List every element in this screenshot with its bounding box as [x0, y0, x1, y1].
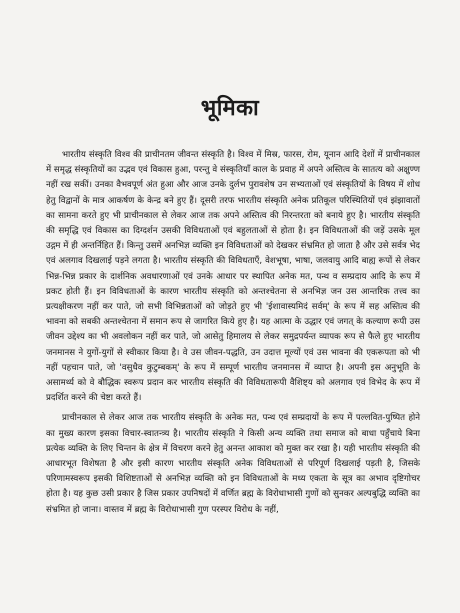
page-title: भूमिका: [200, 96, 260, 121]
body-text: [46, 148, 420, 518]
paragraph-1: भारतीय संस्कृति विश्व की प्राचीनतम जीवन्त संस्कृति है। विश्व में मिस्र, फारस, रोम, यूनान आदि देशों में प्राचीनकाल में समृद्ध संस्कृतियों का उद्भव एवं विकास हुआ, परन्तु वे संस्कृतियाँ काल के प्रवाह में अपने अस्तित्व के सातत्य को अक्षुण्ण नहीं रख सकीं। उनका वैभवपूर्ण अंत हुआ और आज उनके दुर्लभ पुरावशेष उन सभ्यताओं एवं संस्कृतियों के विषय में शोध हेतु विद्वानों के मात्र आकर्षण के केन्द्र बने हुए हैं। दूसरी तरफ भारतीय संस्कृति अनेक प्रतिकूल परिस्थितियों एवं झंझावातों का सामना करते हुए भी प्राचीनकाल से लेकर आज तक अपने अस्तित्व की निरन्तरता को बनाये हुए है। भारतीय संस्कृति की समृद्धि एवं विकास का दिग्दर्शन उसकी विविधताओं एवं बहुलताओं से होता है। इन विविधताओं की जड़ें उसके मूल उद्गम में ही अन्तर्निहित हैं। किन्तु उसमें अनभिज्ञ व्यक्ति इन विविधताओं को देखकर संभ्रमित हो जाता है और उसे सर्वत्र भेद एवं अलगाव दिखलाई पड़ने लगता है। भारतीय संस्कृति की विविधताएँ, वेशभूषा, भाषा, जलवायु आदि बाह्य रूपों से लेकर भिन्न-भिन्न प्रकार के दार्शनिक अवधारणाओं एवं उनके आधार पर स्थापित अनेक मत, पन्थ व सम्प्रदाय आदि के रूप में प्रकट होती हैं। इन विविधताओं के कारण भारतीय संस्कृति को अन्तश्चेतना से अनभिज्ञ जन उस आन्तरिक तत्त्व का प्रत्यक्षीकरण नहीं कर पाते, जो सभी विभिन्नताओं को जोड़ते हुए भी 'ईशावास्यमिदं सर्वम्' के रूप में सह अस्तित्व की भावना को सबकी अन्तश्चेतना में समान रूप से जागरित किये हुए है। यह आत्मा के उद्धार एवं जगत् के कल्याण रूपी उस जीवन उद्देश्य का भी अवलोकन नहीं कर पाते, जो आसेतु हिमालय से लेकर समुद्रपर्यन्त व्यापक रूप से फैले हुए भारतीय जनमानस ने युगों-युगों से स्वीकार किया है। वे उस जीवन-पद्धति, उन उदात्त मूल्यों एवं उस भावना की एकरूपता को भी नहीं पहचान पाते, जो 'वसुधैव कुटुम्बकम्' के रूप में सम्पूर्ण भारतीय जनमानस में व्याप्त है। अपनी इस अनुभूति के असामर्थ्य को वे बौद्धिक स्वरूप प्रदान कर भारतीय संस्कृति की विविधतारूपी वैशिष्ट्य को अलगाव एवं विभेद के रूप में प्रदर्शित करने की चेष्टा करते हैं।: [46, 150, 420, 404]
paragraph-2: प्राचीनकाल से लेकर आज तक भारतीय संस्कृति के अनेक मत, पन्थ एवं सम्प्रदायों के रूप में पल्लवित-पुष्पित होने का मुख्य कारण इसका विचार-स्वातन्त्र्य है। भारतीय संस्कृति ने किसी अन्य व्यक्ति तथा समाज को बाधा पहुँचाये बिना प्रत्येक व्यक्ति के लिए चिन्तन के क्षेत्र में विचरण करने हेतु अनन्त आकाश को मुक्त कर रखा है। यही भारतीय संस्कृति की आधारभूत विशेषता है और इसी कारण भारतीय संस्कृति अनेक विविधताओं से परिपूर्ण दिखलाई पड़ती है, जिसके परिणामस्वरूप इसकी विशिष्टताओं से अनभिज्ञ व्यक्ति को इन विविधताओं के मध्य एकता के सूत्र का अभाव दृष्टिगोचर होता है। यह कुछ उसी प्रकार है जिस प्रकार उपनिषदों में वर्णित ब्रह्म के विरोधाभासी गुणों को सुनकर अल्पबुद्धि व्यक्ति का संभ्रमित हो जाना। वास्तव में ब्रह्म के विरोधाभासी गुण परस्पर विरोध के नहीं,: [46, 413, 420, 515]
